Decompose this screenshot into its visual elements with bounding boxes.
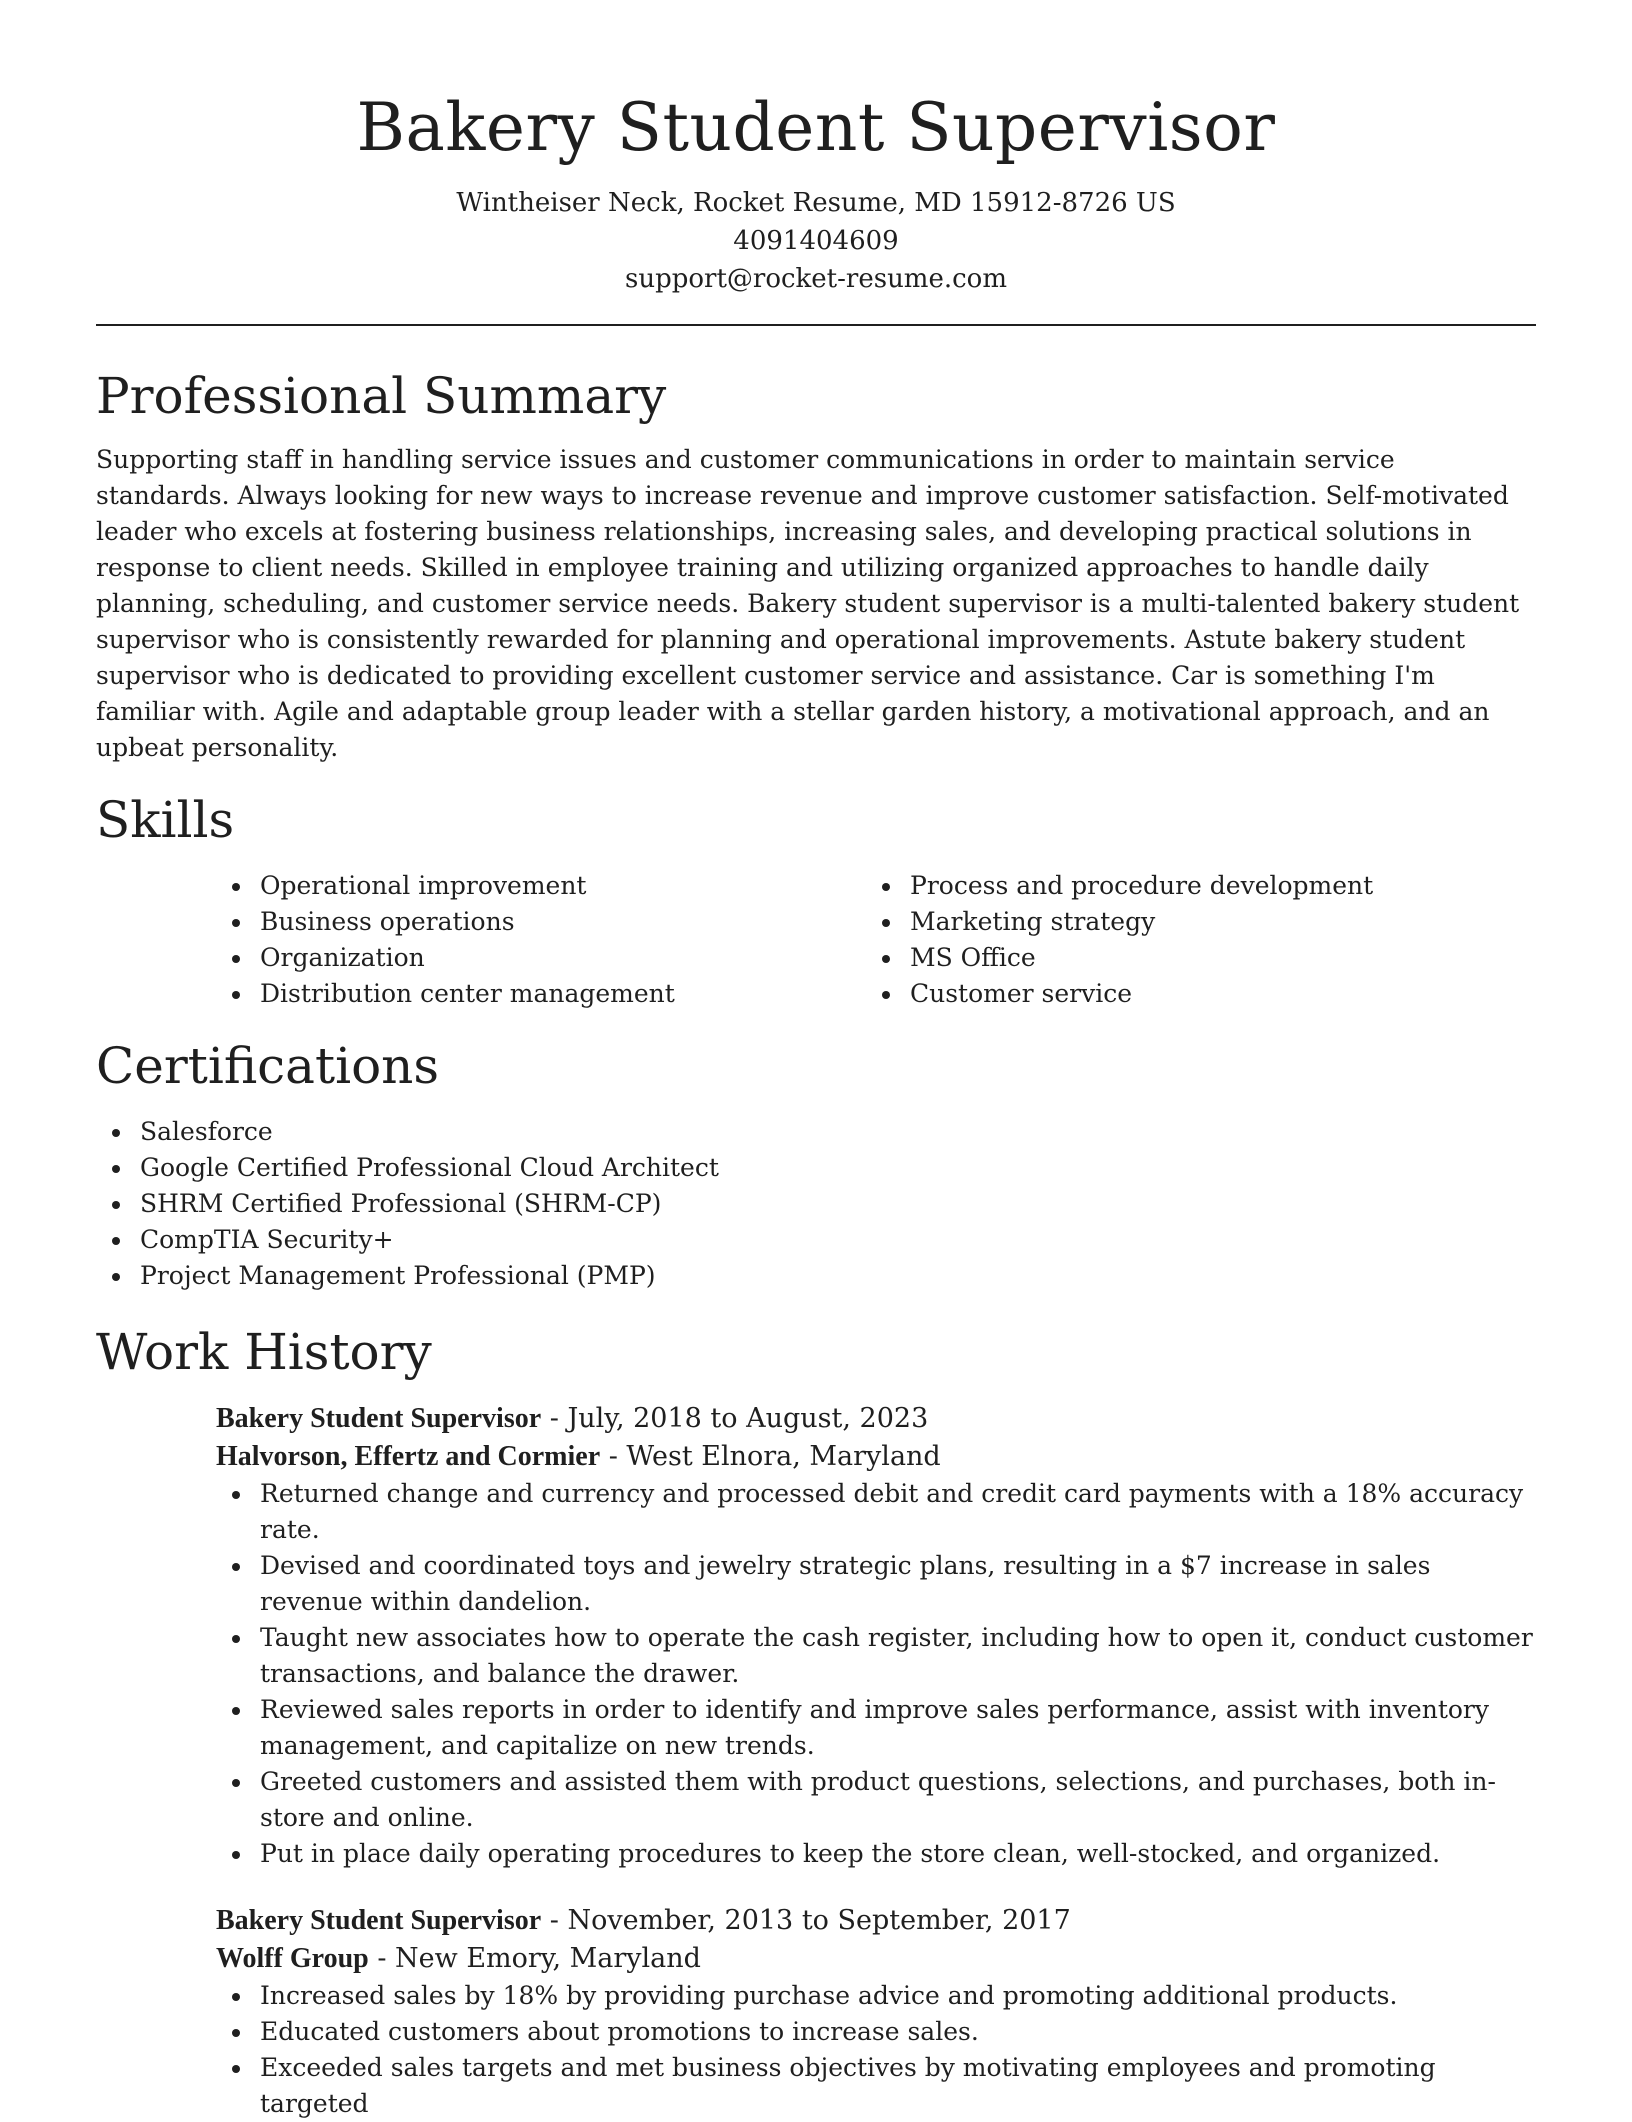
certifications-list xyxy=(96,1114,1536,1294)
skill-item: Customer service xyxy=(866,976,1516,1012)
skill-item: Marketing strategy xyxy=(866,904,1516,940)
certifications-section xyxy=(96,1034,1536,1294)
job-entry xyxy=(216,1400,1536,1872)
skill-item: Business operations xyxy=(216,904,866,940)
job-company-line xyxy=(216,1438,1536,1476)
job-duty-item: Educated customers about promotions to increase sales. xyxy=(216,2014,1536,2050)
skills-list-left xyxy=(216,868,866,1012)
phone: 4091404609 xyxy=(733,226,899,256)
job-duty-item: Put in place daily operating procedures to keep the store clean, well-stocked, and organized. xyxy=(216,1836,1536,1872)
job-duties-list xyxy=(96,1978,1536,2122)
job-entry xyxy=(216,1902,1536,2122)
job-duty-item: Reviewed sales reports in order to identify and improve sales performance, assist with inventory management, and capitalize on new trends. xyxy=(216,1692,1536,1764)
job-title-line xyxy=(216,1400,1536,1438)
certification-item: Salesforce xyxy=(96,1114,1536,1150)
certification-item: Project Management Professional (PMP) xyxy=(96,1258,1536,1294)
skill-item: Organization xyxy=(216,940,866,976)
summary-title: Professional Summary xyxy=(96,367,667,425)
address: Wintheiser Neck, Rocket Resume, MD 15912-8726 US xyxy=(456,188,1176,218)
job-dates: - July, 2018 to August, 2023 xyxy=(541,1403,929,1434)
job-company: Halvorson, Effertz and Cormier xyxy=(216,1441,601,1472)
certification-item: Google Certified Professional Cloud Architect xyxy=(96,1150,1536,1186)
skill-item: Distribution center management xyxy=(216,976,866,1012)
certification-item: SHRM Certified Professional (SHRM-CP) xyxy=(96,1186,1536,1222)
resume-page xyxy=(96,0,1536,2122)
job-title: Bakery Student Supervisor xyxy=(216,1905,542,1936)
job-title-line xyxy=(216,1902,1536,1940)
job-duty-item: Taught new associates how to operate the cash register, including how to open it, conduct customer transactions, and balance the drawer. xyxy=(216,1620,1536,1692)
work-history-title: Work History xyxy=(96,1323,432,1381)
job-dates: - November, 2013 to September, 2017 xyxy=(541,1905,1071,1936)
job-location: - West Elnora, Maryland xyxy=(600,1441,941,1472)
skill-item: MS Office xyxy=(866,940,1516,976)
contact-info xyxy=(96,184,1536,298)
job-location: - New Emory, Maryland xyxy=(368,1943,701,1974)
certifications-title: Certifications xyxy=(96,1037,440,1095)
summary-section xyxy=(96,364,1536,766)
skills-grid xyxy=(216,868,1536,1012)
skills-section xyxy=(96,788,1536,1012)
skill-item: Process and procedure development xyxy=(866,868,1516,904)
job-duty-item: Increased sales by 18% by providing purchase advice and promoting additional products. xyxy=(216,1978,1536,2014)
certification-item: CompTIA Security+ xyxy=(96,1222,1536,1258)
header-divider xyxy=(96,324,1536,326)
skills-list-right xyxy=(866,868,1516,1012)
resume-header xyxy=(96,0,1536,298)
skills-title: Skills xyxy=(96,791,235,849)
skill-item: Operational improvement xyxy=(216,868,866,904)
job-title: Bakery Student Supervisor xyxy=(216,1403,542,1434)
work-history-section xyxy=(96,1320,1536,2122)
job-duties-list xyxy=(96,1476,1536,1872)
job-company: Wolff Group xyxy=(216,1943,369,1974)
email: support@rocket-resume.com xyxy=(624,264,1007,294)
job-duty-item: Returned change and currency and processed debit and credit card payments with a 18% accuracy rate. xyxy=(216,1476,1536,1548)
job-duty-item: Exceeded sales targets and met business objectives by motivating employees and promoting targeted xyxy=(216,2050,1536,2122)
job-company-line xyxy=(216,1940,1536,1978)
job-duty-item: Greeted customers and assisted them with product questions, selections, and purchases, both in-store and online. xyxy=(216,1764,1536,1836)
job-duty-item: Devised and coordinated toys and jewelry strategic plans, resulting in a $7 increase in sales revenue within dandelion. xyxy=(216,1548,1536,1620)
summary-text: Supporting staff in handling service issues and customer communications in order to maintain service standards. Always looking for new ways to increase revenue and improve customer satisfaction. Self-motivated leader who excels at fostering business relationships, increasing sales, and developing practical solutions in response to client needs. Skilled in employee training and utilizing organized approaches to handle daily planning, scheduling, and customer service needs. Bakery student supervisor is a multi-talented bakery student supervisor who is consistently rewarded for planning and operational improvements. Astute bakery student supervisor who is dedicated to providing excellent customer service and assistance. Car is something I'm familiar with. Agile and adaptable group leader with a stellar garden history, a motivational approach, and an upbeat personality. xyxy=(96,445,1520,762)
candidate-name: Bakery Student Supervisor xyxy=(356,89,1276,166)
